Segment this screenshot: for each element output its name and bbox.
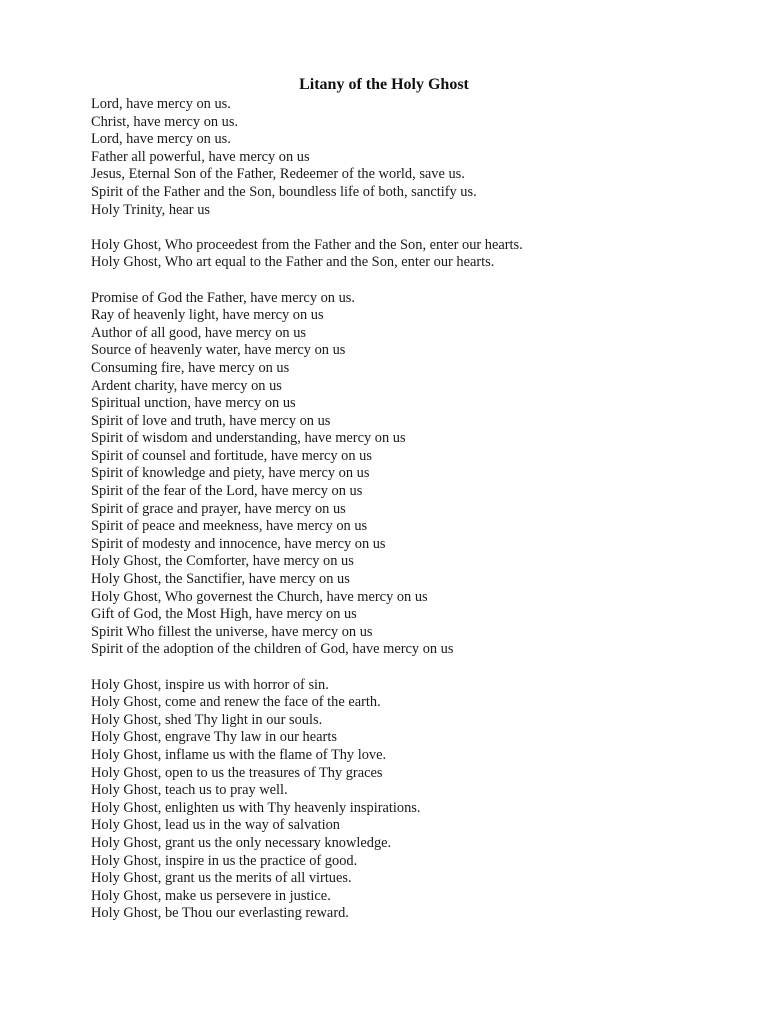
litany-line: Holy Ghost, shed Thy light in our souls.	[91, 711, 323, 728]
litany-line: Holy Ghost, make us persevere in justice.	[91, 887, 331, 904]
litany-line: Holy Ghost, engrave Thy law in our hearts	[91, 729, 337, 746]
litany-line: Holy Ghost, Who art equal to the Father and the Son, enter our hearts.	[91, 254, 495, 271]
litany-line: Spirit of peace and meekness, have mercy on us	[91, 518, 368, 535]
litany-line: Ardent charity, have mercy on us	[91, 377, 282, 394]
litany-line: Spirit of knowledge and piety, have mercy on us	[91, 465, 370, 482]
stanza-petitions	[91, 677, 731, 923]
litany-line: Spirit of wisdom and understanding, have mercy on us	[91, 430, 406, 447]
litany-line: Holy Ghost, teach us to pray well.	[91, 782, 288, 799]
page-title: Litany of the Holy Ghost	[299, 76, 469, 93]
litany-line: Source of heavenly water, have mercy on us	[91, 342, 346, 359]
litany-line: Spiritual unction, have mercy on us	[91, 395, 296, 412]
litany-line: Father all powerful, have mercy on us	[91, 148, 310, 165]
litany-line: Holy Ghost, the Sanctifier, have mercy on us	[91, 571, 350, 588]
litany-line: Spirit Who fillest the universe, have mercy on us	[91, 623, 373, 640]
litany-line: Promise of God the Father, have mercy on us.	[91, 289, 355, 306]
litany-line: Holy Ghost, lead us in the way of salvation	[91, 817, 340, 834]
litany-line: Holy Ghost, inflame us with the flame of Thy love.	[91, 746, 387, 763]
litany-body	[91, 96, 731, 941]
litany-line: Holy Trinity, hear us	[91, 201, 210, 218]
litany-line: Holy Ghost, the Comforter, have mercy on us	[91, 553, 354, 570]
litany-line: Holy Ghost, come and renew the face of the earth.	[91, 694, 381, 711]
stanza-invocation	[91, 237, 731, 272]
litany-line: Holy Ghost, Who proceedest from the Father and the Son, enter our hearts.	[91, 236, 523, 253]
litany-line: Holy Ghost, enlighten us with Thy heavenly inspirations.	[91, 799, 421, 816]
litany-line: Holy Ghost, inspire us with horror of sin.	[91, 676, 329, 693]
litany-line: Lord, have mercy on us.	[91, 96, 231, 112]
litany-line: Holy Ghost, grant us the merits of all virtues.	[91, 870, 352, 887]
litany-line: Lord, have mercy on us.	[91, 131, 231, 148]
litany-line: Gift of God, the Most High, have mercy on us	[91, 606, 357, 623]
litany-line: Spirit of the fear of the Lord, have mercy on us	[91, 483, 363, 500]
litany-line: Jesus, Eternal Son of the Father, Redeemer of the world, save us.	[91, 166, 465, 183]
litany-line: Spirit of the Father and the Son, boundless life of both, sanctify us.	[91, 183, 477, 200]
litany-line: Christ, have mercy on us.	[91, 113, 239, 130]
litany-line: Spirit of modesty and innocence, have mercy on us	[91, 535, 386, 552]
litany-line: Holy Ghost, Who governest the Church, have mercy on us	[91, 588, 428, 605]
litany-line: Spirit of counsel and fortitude, have mercy on us	[91, 447, 372, 464]
litany-line: Consuming fire, have mercy on us	[91, 359, 290, 376]
litany-line: Holy Ghost, be Thou our everlasting reward.	[91, 905, 349, 922]
litany-line: Spirit of the adoption of the children of God, have mercy on us	[91, 641, 454, 658]
litany-line: Spirit of love and truth, have mercy on us	[91, 412, 331, 429]
litany-line: Spirit of grace and prayer, have mercy on us	[91, 500, 346, 517]
litany-line: Holy Ghost, grant us the only necessary knowledge.	[91, 834, 392, 851]
stanza-mercy	[91, 290, 731, 659]
stanza-opening	[91, 96, 731, 219]
litany-line: Author of all good, have mercy on us	[91, 324, 307, 341]
litany-line: Ray of heavenly light, have mercy on us	[91, 307, 324, 324]
litany-line: Holy Ghost, open to us the treasures of Thy graces	[91, 764, 383, 781]
litany-line: Holy Ghost, inspire in us the practice of good.	[91, 852, 358, 869]
